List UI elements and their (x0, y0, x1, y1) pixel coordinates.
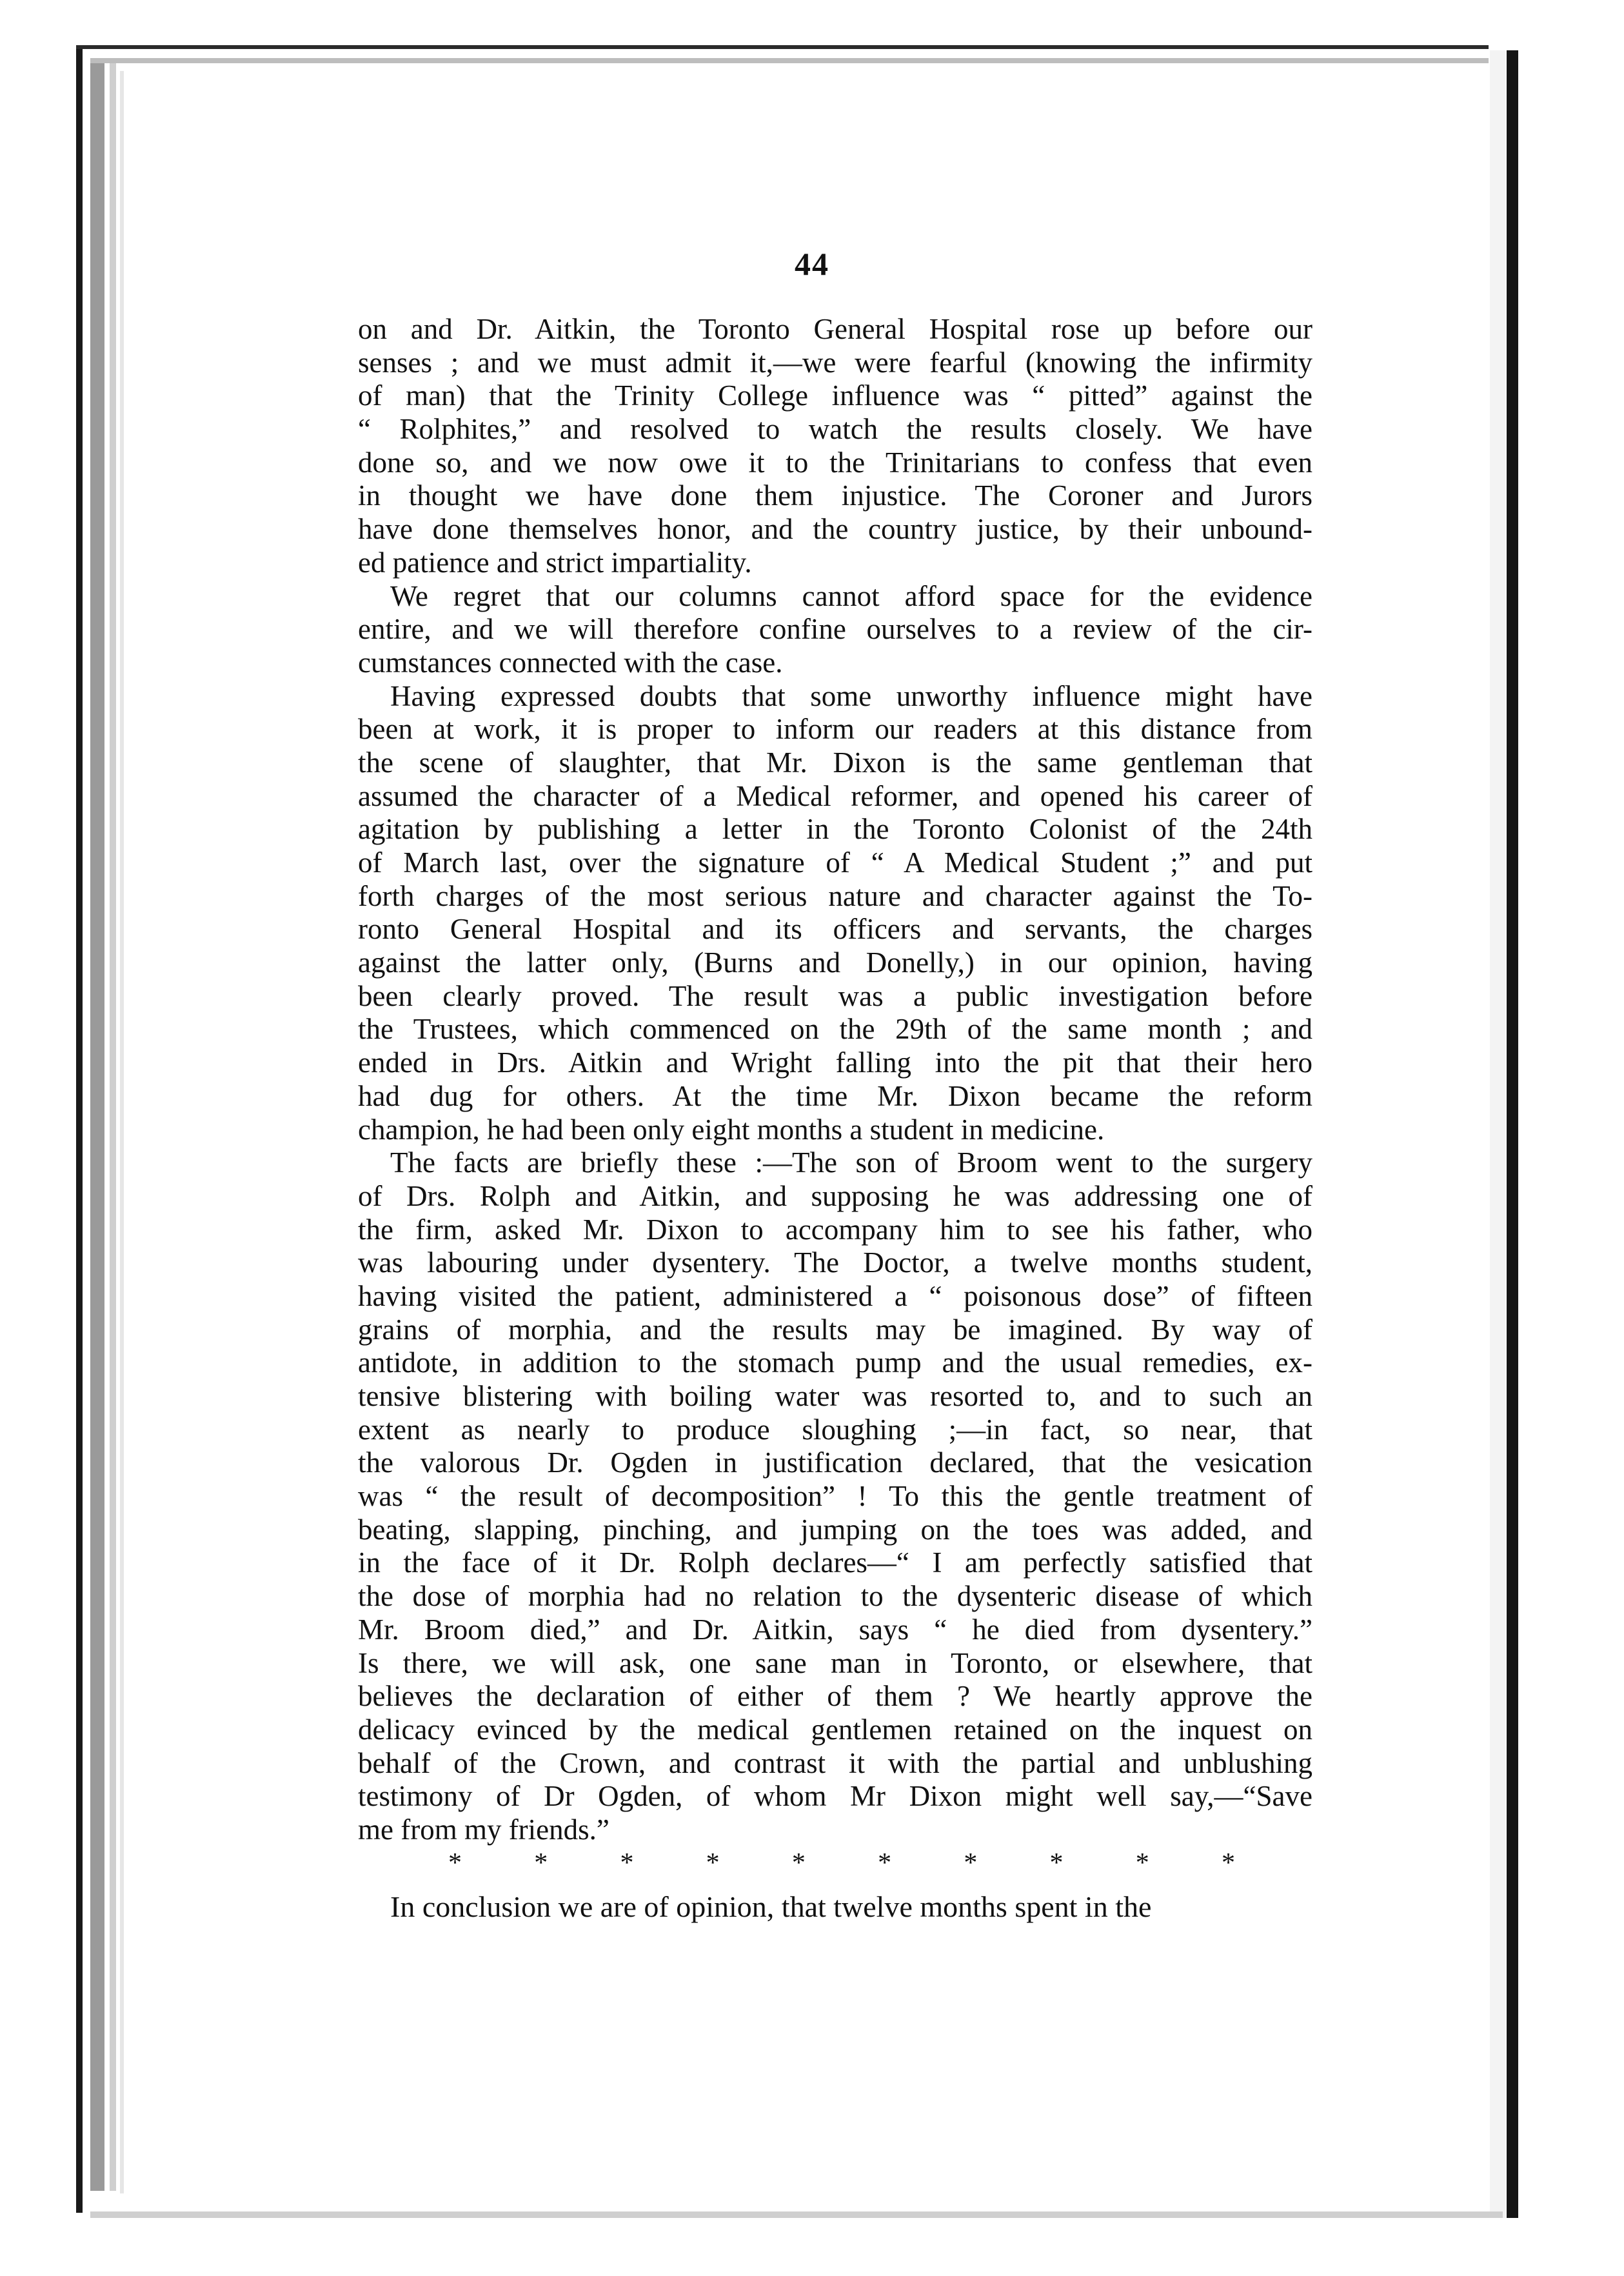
text-line: champion, he had been only eight months a student in medicine. (358, 1113, 1105, 1146)
text-line: Mr. Broom died,” and Dr. Aitkin, says “ he died from dysentery.” (358, 1613, 1312, 1646)
text-line: Is there, we will ask, one sane man in Toronto, or elsewhere, that (358, 1646, 1312, 1679)
asterisk: * (878, 1848, 892, 1878)
text-line: the dose of morphia had no relation to the dysenteric disease of which (358, 1580, 1312, 1613)
text-line: was “ the result of decomposition” ! To this the gentle treatment of (358, 1480, 1312, 1513)
text-line: We regret that our columns cannot afford space for the evidence (390, 579, 1312, 612)
page-stack-edge (110, 62, 116, 2191)
text-line: tensive blistering with boiling water was resorted to, and to such an (358, 1380, 1312, 1412)
asterisk: * (620, 1848, 634, 1878)
text-line: having visited the patient, administered a “ poisonous dose” of fifteen (358, 1279, 1312, 1312)
text-line: grains of morphia, and the results may be imagined. By way of (358, 1313, 1312, 1346)
text-line: had dug for others. At the time Mr. Dixon became the reform (358, 1079, 1312, 1112)
text-line: senses ; and we must admit it,—we were fearful (knowing the infirmity (358, 346, 1312, 379)
page-top-edge (90, 58, 1489, 63)
page-number: 44 (795, 246, 829, 282)
page-right-margin (1490, 50, 1505, 2218)
text-line: cumstances connected with the case. (358, 646, 783, 679)
asterisk: * (706, 1848, 720, 1878)
final-text-line: In conclusion we are of opinion, that twelve months spent in the (390, 1890, 1152, 1924)
text-line: been clearly proved. The result was a public investigation before (358, 979, 1312, 1012)
binding-edge (76, 45, 83, 2213)
asterisk: * (791, 1848, 806, 1878)
asterisk: * (1049, 1848, 1064, 1878)
text-line: the firm, asked Mr. Dixon to accompany him to see his father, who (358, 1213, 1312, 1246)
asterisk: * (448, 1848, 462, 1878)
text-line: the valorous Dr. Ogden in justification declared, that the vesication (358, 1446, 1312, 1479)
text-line: ended in Drs. Aitkin and Wright falling into the pit that their hero (358, 1046, 1312, 1079)
text-line: done so, and we now owe it to the Trinitarians to confess that even (358, 446, 1312, 479)
text-line: of March last, over the signature of “ A Medical Student ;” and put (358, 846, 1312, 879)
text-line: extent as nearly to produce sloughing ;—in fact, so near, that (358, 1413, 1312, 1446)
text-line: delicacy evinced by the medical gentlemen retained on the inquest on (358, 1713, 1312, 1746)
text-line: ronto General Hospital and its officers and servants, the charges (358, 913, 1312, 946)
page-top-edge (76, 45, 1489, 49)
text-line: the scene of slaughter, that Mr. Dixon is the same gentleman that (358, 746, 1312, 779)
text-line: forth charges of the most serious nature and character against the To- (358, 879, 1312, 912)
text-line: the Trustees, which commenced on the 29th of the same month ; and (358, 1013, 1312, 1046)
text-line: testimony of Dr Ogden, of whom Mr Dixon might well say,—“Save (358, 1780, 1312, 1813)
text-line: antidote, in addition to the stomach pump and the usual remedies, ex- (358, 1346, 1312, 1379)
text-line: of man) that the Trinity College influence was “ pitted” against the (358, 379, 1312, 412)
text-line: on and Dr. Aitkin, the Toronto General Hospital rose up before our (358, 313, 1312, 345)
text-line: against the latter only, (Burns and Donelly,) in our opinion, having (358, 946, 1312, 979)
page-right-edge (1507, 50, 1518, 2218)
text-line: have done themselves honor, and the country justice, by their unbound- (358, 513, 1312, 546)
section-break-asterisks (358, 1847, 1312, 1881)
text-line: believes the declaration of either of them ? We heartly approve the (358, 1680, 1312, 1713)
text-line: agitation by publishing a letter in the Toronto Colonist of the 24th (358, 813, 1312, 846)
asterisk: * (964, 1848, 978, 1878)
text-line: me from my friends.” (358, 1813, 609, 1846)
asterisk: * (534, 1848, 548, 1878)
text-line: behalf of the Crown, and contrast it with the partial and unblushing (358, 1746, 1312, 1779)
page-bottom-edge (90, 2211, 1503, 2218)
page-stack-edge (90, 62, 104, 2191)
text-line: beating, slapping, pinching, and jumping on the toes was added, and (358, 1513, 1312, 1546)
text-line: “ Rolphites,” and resolved to watch the results closely. We have (358, 413, 1312, 446)
text-line: The facts are briefly these :—The son of Broom went to the surgery (390, 1146, 1312, 1179)
text-line: entire, and we will therefore confine ourselves to a review of the cir- (358, 613, 1312, 646)
text-line: assumed the character of a Medical reformer, and opened his career of (358, 779, 1312, 812)
text-line: in thought we have done them injustice. The Coroner and Jurors (358, 479, 1312, 512)
body-text (358, 313, 1312, 1924)
text-line: been at work, it is proper to inform our readers at this distance from (358, 713, 1312, 746)
asterisk: * (1135, 1848, 1149, 1878)
text-line: ed patience and strict impartiality. (358, 546, 752, 579)
page-stack-edge (120, 71, 124, 2193)
text-line: of Drs. Rolph and Aitkin, and supposing he was addressing one of (358, 1179, 1312, 1212)
text-line: in the face of it Dr. Rolph declares—“ I am perfectly satisfied that (358, 1546, 1312, 1579)
text-line: was labouring under dysentery. The Doctor, a twelve months student, (358, 1246, 1312, 1279)
asterisk: * (1221, 1848, 1235, 1878)
text-line: Having expressed doubts that some unworthy influence might have (390, 679, 1312, 712)
